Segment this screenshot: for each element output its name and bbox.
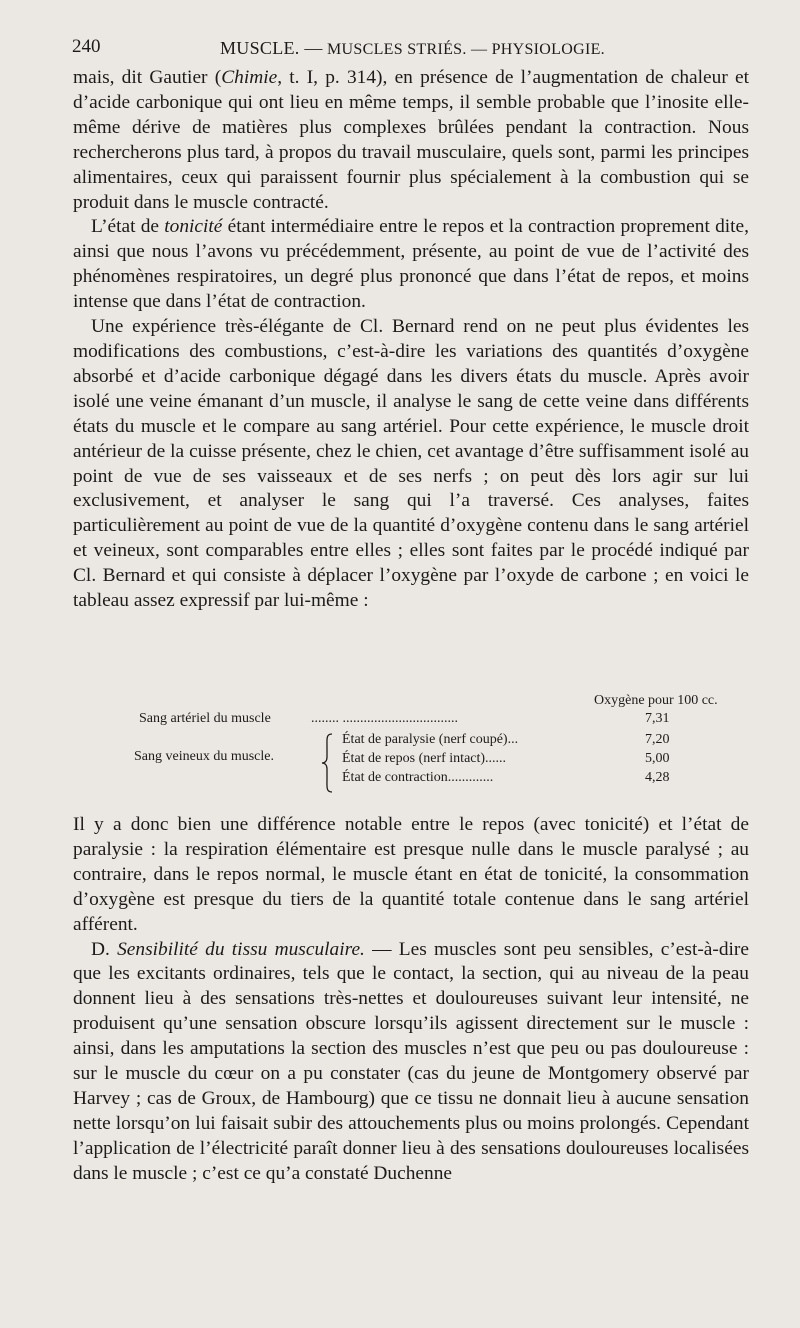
text-run: L’état de (91, 216, 165, 238)
body-text-lower (73, 813, 749, 1187)
page-number: 240 (72, 36, 101, 57)
running-title-main: MUSCLE. — (220, 38, 323, 58)
italic-run: Chimie (221, 67, 278, 88)
text-run: étant intermédiaire entre le repos et la contraction proprement dite, ainsi que nous l’avons vu précédemment, présente, au point de vue de l’activité des phénomènes respiratoires, un degré plus prononcé que dans l’état de repos, et moins intense que dans l’état de contraction. (73, 216, 749, 313)
table-column-header: Oxygène pour 100 cc. (594, 693, 718, 708)
text-run: — Les muscles sont peu sensibles, c’est-à-dire que les excitants ordinaires, tels que le contact, la section, qui au niveau de la peau donnent lieu à des sensations très-nettes et douloureuses suivant leur intensité, ne produisent qu’une sensation obscure lorsqu’ils agissent directement sur le muscle : ainsi, dans les amputations la section des muscles n’est que peu ou pas douloureuse : sur le muscle du cœur on a pu constater (cas du jeune de Montgomery observé par Harvey ; cas de Groux, de Hambourg) que ce tissu ne donnait lieu à aucune sensation nette lorsqu’on lui faisait subir des attouchements plus ou moins prolongés. Cependant l’application de l’électricité paraît donner lieu à des sensations douloureuses localisées dans le muscle ; c’est ce qu’a constaté Duchenne (73, 938, 749, 1184)
venous-row-value: 5,00 (645, 751, 670, 766)
venous-row-value: 4,28 (645, 770, 670, 785)
text-run: mais, dit Gautier ( (73, 67, 222, 88)
text-run: , t. I, p. 314), en présence de l’augmentation de chaleur et d’acide carbonique qui ont lieu en même temps, il semble probable que l’inosite elle-même dérive de matières plus complexes brûlées pendant la contraction. Nous rechercherons plus tard, à propos du travail musculaire, quels sont, parmi les principes alimentaires, ceux qui paraissent fournir plus spécialement à la combustion qui se produit dans le muscle contracté. (73, 67, 749, 213)
paragraph (73, 813, 749, 938)
text-run: D. (91, 938, 118, 960)
paragraph (73, 315, 749, 614)
body-text-upper (73, 66, 749, 614)
paragraph (73, 215, 749, 315)
text-run: Une expérience très-élégante de Cl. Bernard rend on ne peut plus évidentes les modifications des combustions, c’est-à-dire les variations des quantités d’oxygène absorbé et d’acide carbonique dégagé dans les divers états du muscle. Après avoir isolé une veine émanant d’un muscle, il analyse le sang de cette veine dans différents états du muscle et le compare au sang artériel. Pour cette expérience, le muscle droit antérieur de la cuisse présente, chez le chien, cet avantage d’être suffisamment isolé au point de vue de ses vaisseaux et de ses nerfs ; on peut dès lors agir sur lui exclusivement, et analyser le sang qui l’a traversé. Ces analyses, faites particulièrement au point de vue de la quantité d’oxygène contenu dans le sang artériel et veineux, sont comparables entre elles ; elles sont faites par le procédé indiqué par Cl. Bernard et qui consiste à déplacer l’oxygène par l’oxyde de carbone ; en voici le tableau assez expressif par lui-même : (73, 316, 749, 612)
italic-run: tonicité (164, 216, 223, 238)
venous-label: Sang veineux du muscle. (134, 749, 274, 764)
italic-run: Sensibilité du tissu musculaire. (117, 938, 365, 960)
arterial-leader: ........ ................................. (311, 711, 458, 726)
text-run: Il y a donc bien une différence notable entre le repos (avec tonicité) et l’état de paralysie : la respiration élémentaire est presque nulle dans le muscle paralysé ; au contraire, dans le repos normal, le muscle étant en état de tonicité, la consommation d’oxygène est presque du tiers de la quantité totale contenue dans le sang artériel afférent. (73, 814, 749, 935)
arterial-value: 7,31 (645, 711, 670, 726)
page-header (72, 36, 752, 66)
oxygen-table (0, 693, 800, 823)
paragraph (73, 66, 749, 215)
venous-row-state: État de repos (nerf intact)...... (342, 751, 507, 766)
arterial-label: Sang artériel du muscle (139, 711, 271, 726)
running-title (220, 38, 605, 59)
venous-row-state: État de paralysie (nerf coupé)... (342, 732, 519, 747)
venous-row-value: 7,20 (645, 732, 670, 747)
running-title-sub: MUSCLES STRIÉS. — PHYSIOLOGIE. (327, 41, 605, 58)
paragraph (73, 938, 749, 1187)
table-brace (320, 733, 336, 793)
venous-row-state: État de contraction............. (342, 770, 494, 785)
